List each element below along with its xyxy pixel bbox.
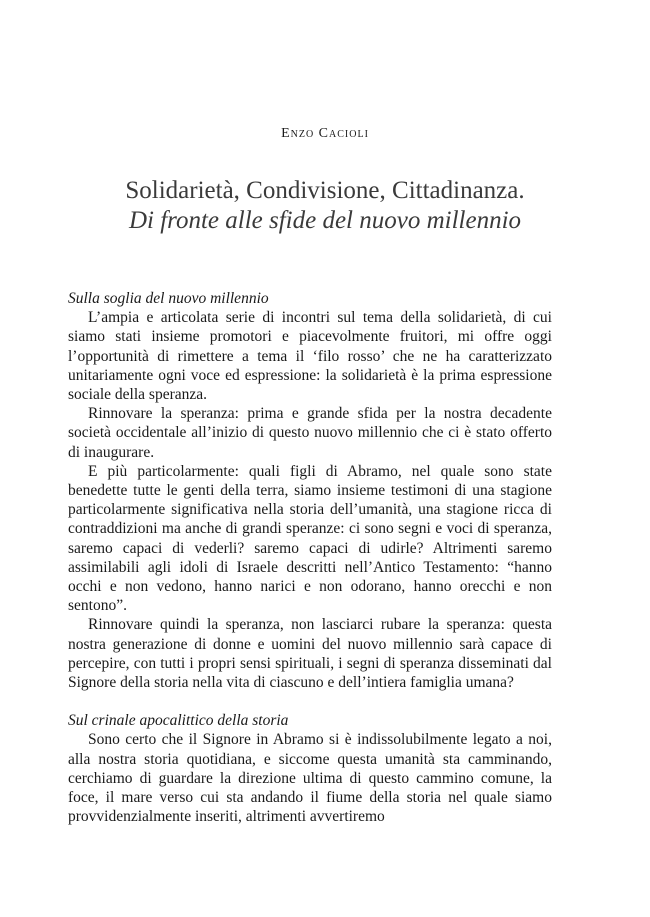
author-name: Enzo Cacioli (281, 126, 369, 141)
section-heading: Sulla soglia del nuovo millennio (68, 290, 269, 307)
section-heading: Sul crinale apocalittico della storia (68, 712, 289, 730)
body-text (68, 289, 552, 826)
title-block (0, 176, 650, 236)
section-spacer (68, 692, 552, 711)
paragraph: E più particolarmente: quali figli di Abramo, nel quale sono state benedette tutte le genti della terra, siamo insieme testimoni di una stagione particolarmente significativa nella storia dell’umanità, una stagione ricca di contraddizioni ma anche di grandi speranze: ci sono segni e voci di speranza, saremo capaci di vederli? saremo capaci di udirle? Altrimenti saremo assimilabili agli idoli di Israele descritti nell’Antico Testamento: “hanno occhi e non vedono, hanno narici e non odorano, hanno orecchi e non sentono”. (68, 462, 552, 615)
paragraph: L’ampia e articolata serie di incontri sul tema della solidarietà, di cui siamo stati insieme promotori e piacevolmente fruitori, mi offre oggi l’opportunità di rimettere a tema il ‘filo rosso’ che ne ha caratterizzato unitariamente ogni voce ed espressione: la solidarietà è la prima espressione sociale della speranza. (68, 309, 552, 404)
paragraph: Rinnovare quindi la speranza, non lasciarci rubare la speranza: questa nostra generazione di donne e uomini del nuovo millennio sarà capace di percepire, con tutti i propri sensi spirituali, i segni di speranza disseminati dal Signore della storia nella vita di ciascuno e dell’intiera famiglia umana? (68, 616, 552, 692)
page-title: Solidarietà, Condivisione, Cittadinanza. (125, 177, 525, 204)
paragraph: Sono certo che il Signore in Abramo si è indissolubilmente legato a noi, alla nostra storia quotidiana, e siccome questa umanità sta camminando, cerchiamo di guardare la direzione ultima di questo cammino comune, la foce, il mare verso cui sta andando il fiume della storia nel quale siamo provvidenzialmente inseriti, altrimenti avvertiremo (68, 731, 552, 826)
page-subtitle: Di fronte alle sfide del nuovo millennio (128, 207, 522, 234)
paragraph: Rinnovare la speranza: prima e grande sfida per la nostra decadente società occidentale all’inizio di questo nuovo millennio che ci è stato offerto di inaugurare. (68, 405, 552, 461)
